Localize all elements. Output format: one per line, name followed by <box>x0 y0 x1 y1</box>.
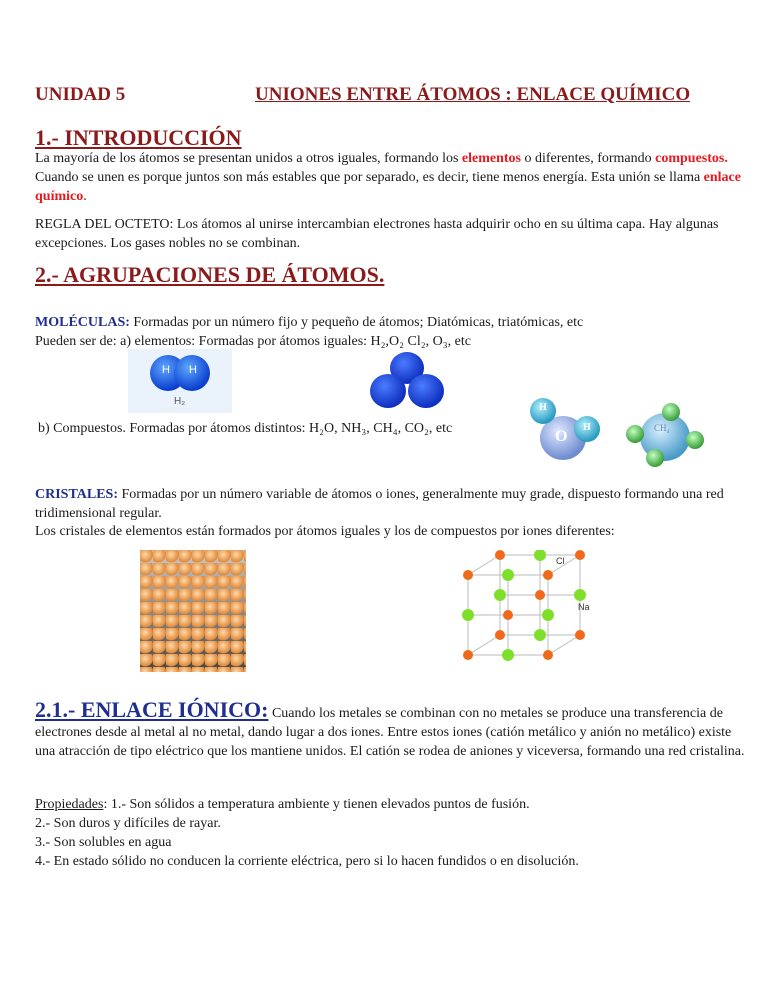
cristales-label: CRISTALES: <box>35 487 118 502</box>
moleculas-label: MOLÉCULAS: <box>35 315 130 330</box>
properties-line-4: 4.- En estado sólido no conducen la corriente eléctrica, pero si lo hacen fundidos o en disolución. <box>35 854 579 869</box>
atom-label: H <box>539 402 547 413</box>
atom-label: CH₄ <box>654 423 670 433</box>
text: . <box>83 189 87 204</box>
document-title: UNIONES ENTRE ÁTOMOS : ENLACE QUÍMICO <box>255 84 691 105</box>
o3-molecule-image <box>368 352 450 410</box>
text: : 1.- Son sólidos a temperatura ambiente y tienen elevados puntos de fusión. <box>103 797 530 812</box>
cristales-paragraph <box>35 485 745 523</box>
properties-label: Propiedades <box>35 797 104 812</box>
h2-caption: H₂ <box>174 396 186 407</box>
compuestos-line: b) Compuestos. Formadas por átomos distintos: H₂O, NH₃, CH₄, CO₂, etc <box>38 421 453 436</box>
text: Cuando los metales se combinan con no metales se produce una transferencia de electrones desde al metal al no metal, dando lugar a dos iones. Entre estos iones (catión metálico y anión no metálico) existe una atracción de tipo eléctrico que los mantiene unidos. El catión se rodea de aniones y viceversa, formando una red cristalina. <box>35 706 745 759</box>
octet-rule-paragraph: REGLA DEL OCTETO: Los átomos al unirse intercambian electrones hasta adquirir ocho en su última capa. Hay algunas excepciones. Los gases nobles no se combinan. <box>35 217 719 251</box>
properties-line-2: 2.- Son duros y difíciles de rayar. <box>35 816 221 831</box>
atom-label: H <box>583 422 591 433</box>
section-heading-intro: 1.- INTRODUCCIÓN <box>35 125 242 150</box>
cl-label: Cl <box>556 556 565 566</box>
text: Formadas por un número variable de átomos o iones, generalmente muy grade, dispuesto formando una red tridimensional regular. <box>35 487 724 521</box>
pueden-line: Pueden ser de: a) elementos: Formadas por átomos iguales: H₂,O₂ Cl₂, O₃, etc <box>35 334 471 349</box>
atom-label: H <box>189 364 197 376</box>
intro-paragraph <box>35 149 745 206</box>
section-heading-ionico: 2.1.- ENLACE IÓNICO: <box>35 697 269 722</box>
atom-label: H <box>162 364 170 376</box>
moleculas-paragraph <box>35 313 745 332</box>
text: Cuando se unen es porque juntos son más estables que por separado, es decir, tiene menos energía. Esta unión se llama <box>35 170 704 185</box>
ionic-bond-paragraph <box>35 697 745 761</box>
highlight-elementos: elementos <box>461 151 521 166</box>
section-heading-agrupaciones: 2.- AGRUPACIONES DE ÁTOMOS. <box>35 262 385 287</box>
unit-label: UNIDAD 5 <box>35 84 126 105</box>
text: Formadas por un número fijo y pequeño de átomos; Diatómicas, triatómicas, etc <box>129 315 584 330</box>
text: La mayoría de los átomos se presentan unidos a otros iguales, formando los <box>35 151 462 166</box>
ch4-molecule-image <box>624 403 714 469</box>
atom-label: O <box>555 428 568 445</box>
h2-molecule-image <box>128 349 232 413</box>
na-label: Na <box>578 602 590 612</box>
highlight-enlace: enlace químico <box>35 170 741 204</box>
highlight-compuestos: compuestos. <box>655 151 728 166</box>
h2o-molecule-image <box>530 398 614 462</box>
properties-line-3: 3.- Son solubles en agua <box>35 835 172 850</box>
text: o diferentes, formando <box>521 151 656 166</box>
cristales-line-2: Los cristales de elementos están formados por átomos iguales y los de compuestos por iones diferentes: <box>35 524 615 539</box>
nacl-crystal-image <box>460 550 606 668</box>
properties-line-1 <box>35 795 745 814</box>
metal-crystal-image <box>140 550 246 672</box>
